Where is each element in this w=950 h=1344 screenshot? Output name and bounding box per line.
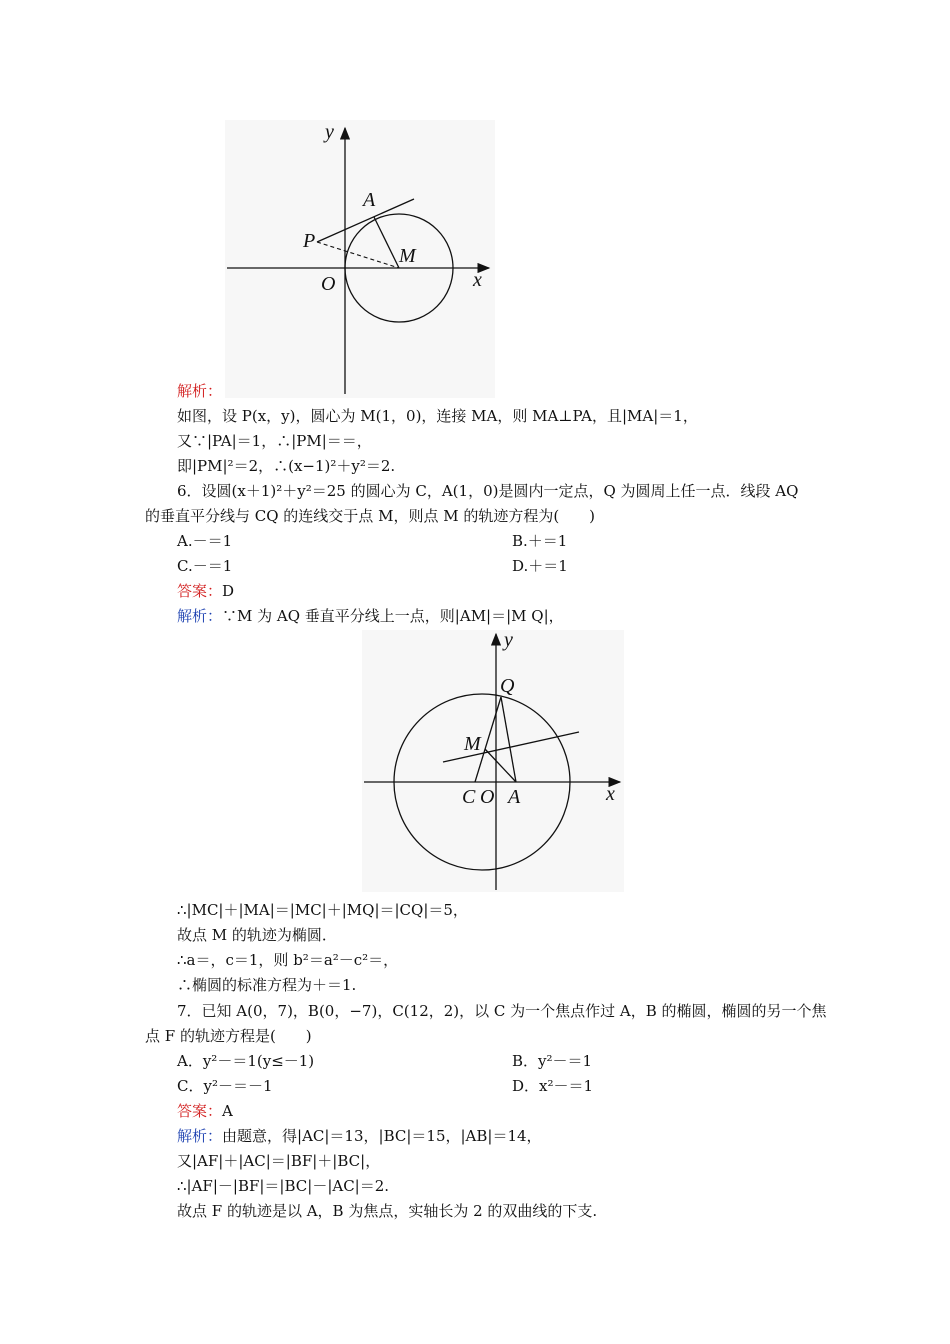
q6-line-4: ∴椭圆的标准方程为＋＝1. xyxy=(177,976,357,994)
label-a: A xyxy=(363,189,376,211)
q7-jiexi xyxy=(177,1126,542,1146)
figure-background xyxy=(225,120,495,398)
q7-jiexi-label: 解析： xyxy=(177,1127,223,1145)
label-o: O xyxy=(321,273,336,295)
q7-answer xyxy=(177,1101,233,1121)
q7-jiexi-first: 由题意，得|AC|＝13，|BC|＝15，|AB|＝14， xyxy=(222,1127,542,1145)
q7-answer-value: A xyxy=(222,1102,233,1120)
q6-line-3: ∴a＝，c＝1，则 b²＝a²－c²＝， xyxy=(177,951,399,969)
label-x: x xyxy=(473,269,482,291)
q6-jiexi-label: 解析： xyxy=(177,607,223,625)
q6-option-d: D.＋＝1 xyxy=(512,557,568,575)
q7-option-b: B．y²－＝1 xyxy=(512,1052,593,1070)
label-c: C xyxy=(462,786,476,808)
q7-stem-1: 7．已知 A(0，7)，B(0，−7)，C(12，2)，以 C 为一个焦点作过 A，B 的椭圆，椭圆的另一个焦 xyxy=(177,1002,827,1020)
q6-jiexi xyxy=(177,606,564,626)
q7-stem-2: 点 F 的轨迹方程是( ) xyxy=(145,1027,312,1045)
q6-answer xyxy=(177,581,234,601)
q7-line-3: 故点 F 的轨迹是以 A，B 为焦点，实轴长为 2 的双曲线的下支. xyxy=(177,1202,598,1220)
q6-jiexi-first: ∵M 为 AQ 垂直平分线上一点，则|AM|＝|M Q|， xyxy=(222,607,564,625)
q6-option-c: C.－＝1 xyxy=(177,557,233,575)
figure-ellipse-construction xyxy=(362,630,624,892)
q7-option-a: A．y²－＝1(y≤－1) xyxy=(177,1052,315,1070)
label-y: y xyxy=(325,121,334,143)
label-m: M xyxy=(464,733,481,755)
q7-line-2: ∴|AF|－|BF|＝|BC|－|AC|＝2. xyxy=(177,1177,390,1195)
q7-option-d: D．x²－＝1 xyxy=(512,1077,594,1095)
block1-line-2: 又∵|PA|＝1，∴|PM|＝＝， xyxy=(177,432,372,450)
q6-stem-2: 的垂直平分线与 CQ 的连线交于点 M，则点 M 的轨迹方程为( ) xyxy=(145,507,596,525)
q6-answer-label: 答案： xyxy=(177,582,223,600)
label-q: Q xyxy=(500,675,515,697)
q6-line-2: 故点 M 的轨迹为椭圆． xyxy=(177,926,337,944)
label-a: A xyxy=(508,786,521,808)
block1-line-3: 即|PM|²＝2，∴(x−1)²＋y²＝2. xyxy=(177,457,396,475)
q6-line-1: ∴|MC|＋|MA|＝|MC|＋|MQ|＝|CQ|＝5， xyxy=(177,901,468,919)
figure-tangent-circle xyxy=(225,120,495,398)
q7-line-1: 又|AF|＋|AC|＝|BF|＋|BC|， xyxy=(177,1152,381,1170)
block1-line-1: 如图，设 P(x，y)，圆心为 M(1，0)，连接 MA，则 MA⊥PA，且|MA|＝1， xyxy=(177,407,698,425)
label-y: y xyxy=(504,630,513,651)
label-x: x xyxy=(606,783,615,805)
label-o: O xyxy=(480,786,495,808)
q7-answer-label: 答案： xyxy=(177,1102,223,1120)
q6-option-b: B.＋＝1 xyxy=(512,532,568,550)
label-p: P xyxy=(303,230,316,252)
q6-answer-value: D xyxy=(222,582,235,600)
q6-stem-1: 6．设圆(x＋1)²＋y²＝25 的圆心为 C，A(1，0)是圆内一定点，Q 为圆周上任一点．线段 AQ xyxy=(177,482,799,500)
figure-background xyxy=(362,630,624,892)
jiexi-label-1: 解析： xyxy=(177,382,223,400)
q7-option-c: C．y²－＝－1 xyxy=(177,1077,273,1095)
label-m: M xyxy=(399,245,416,267)
q6-option-a: A.－＝1 xyxy=(177,532,233,550)
